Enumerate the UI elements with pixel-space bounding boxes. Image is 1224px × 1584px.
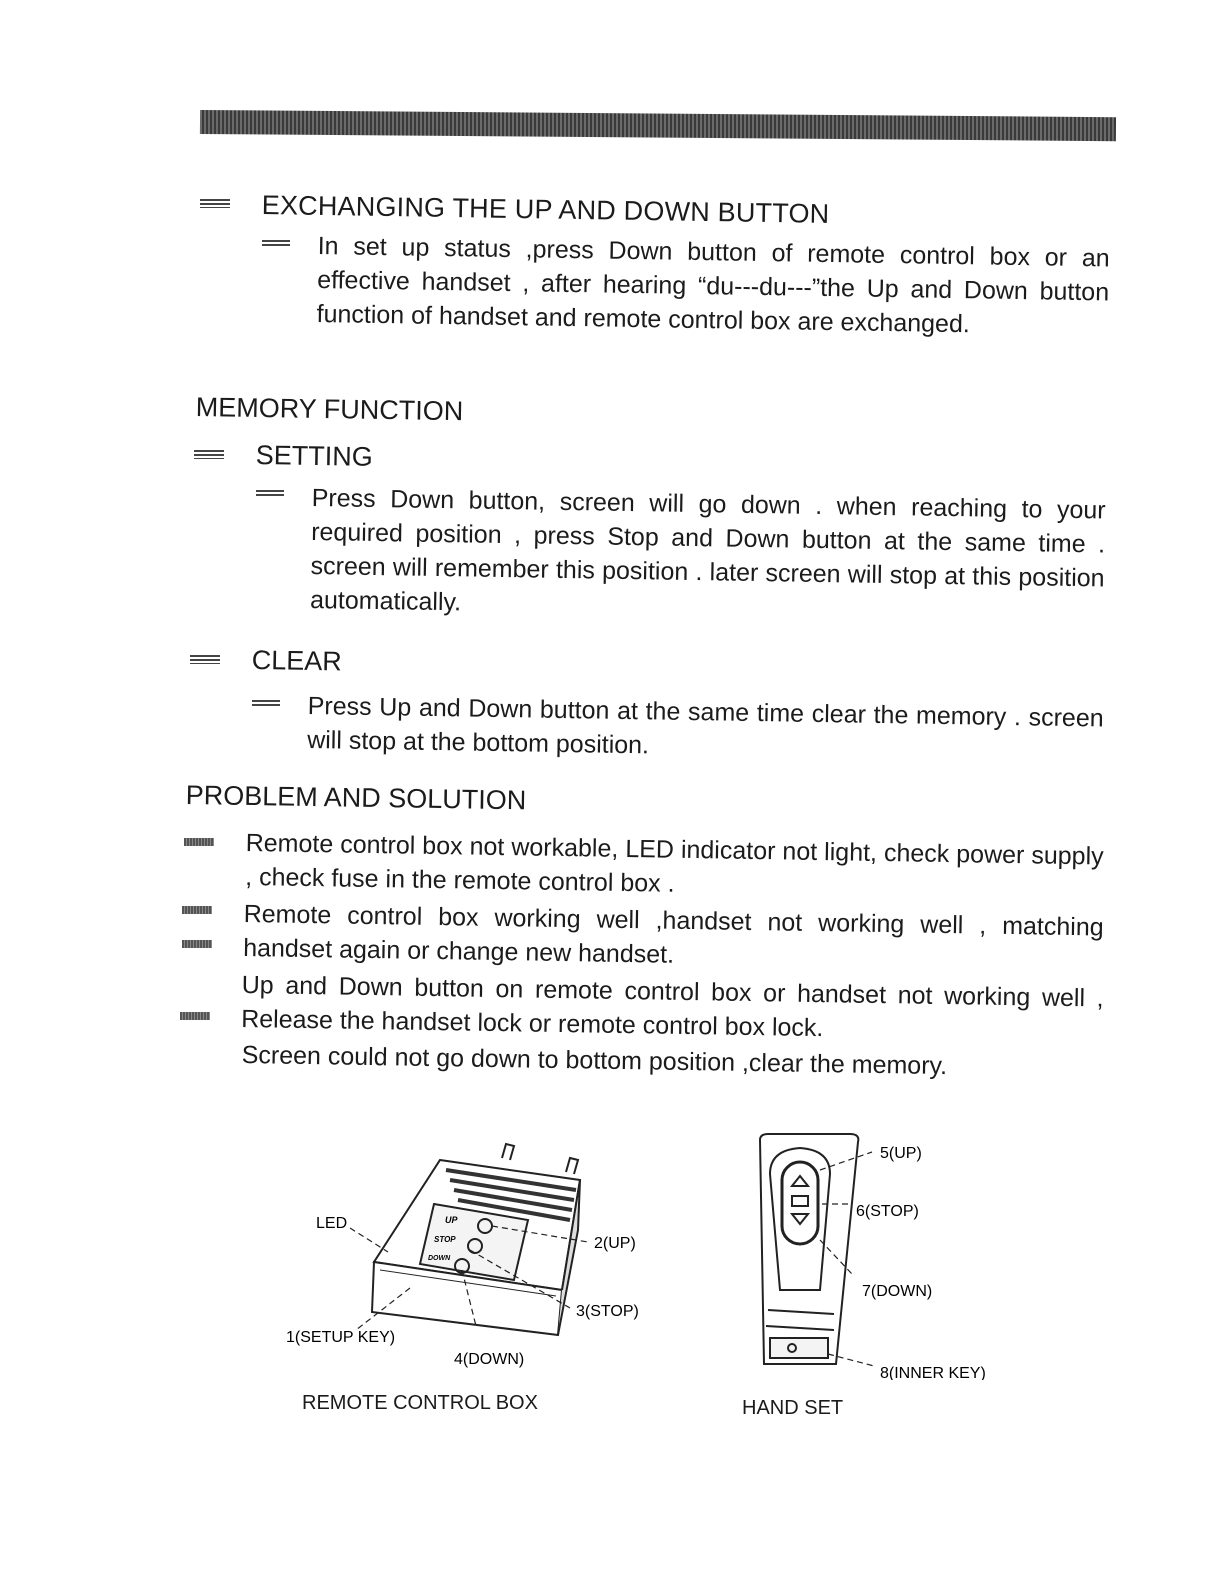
bullet-mark <box>200 199 230 208</box>
plug-prong <box>502 1144 514 1160</box>
bullet-mark <box>252 700 280 708</box>
setup-key-label: 1(SETUP KEY) <box>286 1329 396 1346</box>
handset-diagram <box>740 1130 1010 1380</box>
handset-stop-label: 6(STOP) <box>856 1203 919 1220</box>
handset-inner-key-label: 8(INNER KEY) <box>880 1365 986 1380</box>
memory-heading: MEMORY FUNCTION <box>195 392 464 427</box>
bullet-mark <box>262 240 290 248</box>
exchange-text: In set up status ,press Down button of remote control box or an effective handset , after hearing “du---du---”the Up and Down button function of handset and remote control box are exchanged. <box>316 231 1110 339</box>
handset-up-label: 5(UP) <box>880 1145 922 1162</box>
bullet-mark <box>194 450 224 459</box>
clear-text: Press Up and Down button at the same time clear the memory . screen will stop at the bottom position. <box>306 691 1104 760</box>
bullet-mark <box>184 838 214 846</box>
exchange-heading: EXCHANGING THE UP AND DOWN BUTTON <box>261 190 830 229</box>
setting-text: Press Down button, screen will go down . when reaching to your required position , press Stop and Down button at the same time . screen will remember this position . later screen will stop at this position automatically. <box>309 483 1106 617</box>
plug-prong <box>566 1158 578 1174</box>
btn-up-label: UP <box>445 1215 458 1225</box>
bullet-mark <box>180 1012 210 1020</box>
remote-caption: REMOTE CONTROL BOX <box>302 1392 538 1414</box>
led-label: LED <box>316 1215 348 1232</box>
handset-caption: HAND SET <box>742 1397 844 1419</box>
bullet-mark <box>190 655 220 664</box>
remote-control-box-diagram <box>270 1130 670 1380</box>
handset-button-pad <box>782 1162 818 1244</box>
btn-stop-label: STOP <box>434 1235 456 1244</box>
bullet-mark <box>182 940 212 948</box>
problem-item-2: Remote control box working well ,handset not working well , matching handset again or change new handset. <box>242 899 1104 969</box>
problem-item-1: Remote control box not workable, LED indicator not light, check power supply , check fuse in the remote control box . <box>244 828 1104 898</box>
bullet-mark <box>256 490 284 498</box>
problem-item-3: Up and Down button on remote control box or handset not working well , Release the handset lock or remote control box lock. <box>240 970 1104 1043</box>
remote-down-label: 4(DOWN) <box>454 1351 525 1368</box>
remote-up-label: 2(UP) <box>594 1235 636 1252</box>
setting-heading: SETTING <box>255 440 374 472</box>
problem-item-4: Screen could not go down to bottom position ,clear the memory. <box>241 1040 948 1081</box>
remote-stop-label: 3(STOP) <box>576 1303 639 1320</box>
problem-heading: PROBLEM AND SOLUTION <box>185 780 527 816</box>
bullet-mark <box>182 906 212 914</box>
clear-heading: CLEAR <box>251 645 343 677</box>
handset-down-label: 7(DOWN) <box>862 1283 933 1300</box>
btn-down-label: DOWN <box>428 1255 451 1262</box>
